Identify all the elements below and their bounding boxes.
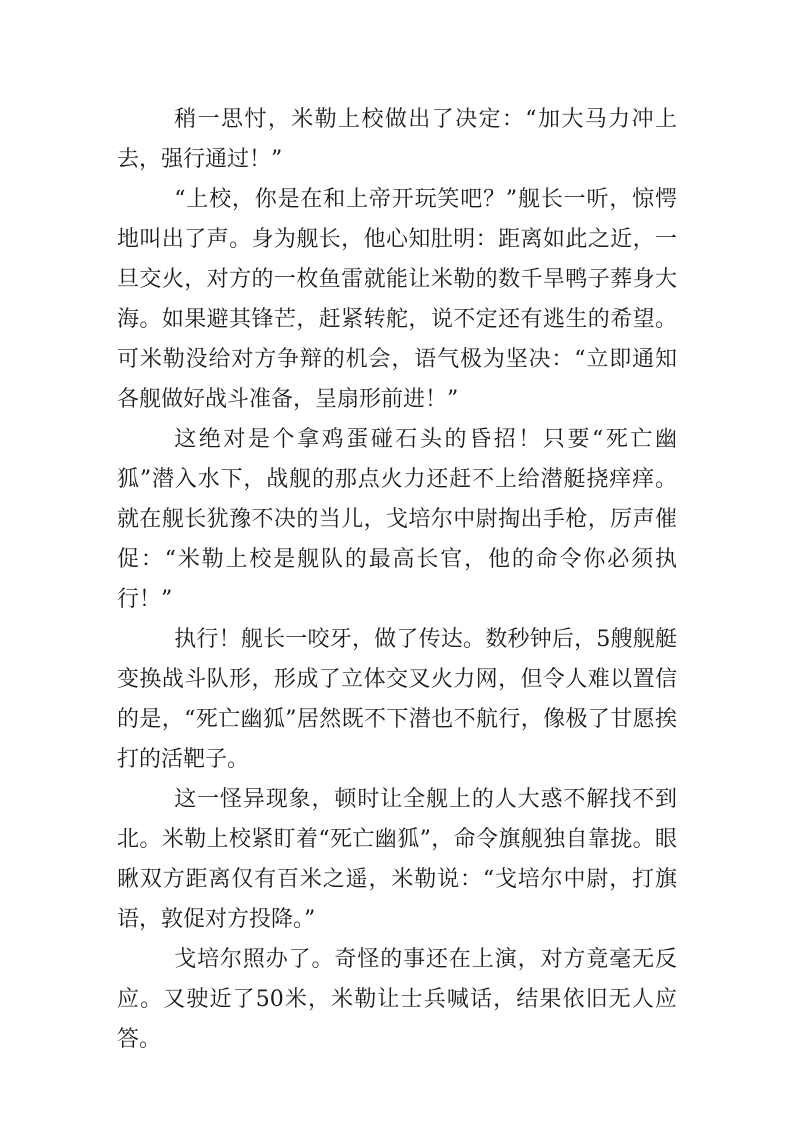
paragraph-1: 稍一思忖，米勒上校做出了决定：“加大马力冲上去，强行通过！” — [117, 107, 677, 172]
paragraph-4: 执行！舰长一咬牙，做了传达。数秒钟后，5艘舰艇变换战斗队形，形成了立体交叉火力网，但令人难以置信的是，“死亡幽狐”居然既不下潜也不航行，像极了甘愿挨打的活靶子。 — [117, 627, 677, 772]
paragraph-6: 戈培尔照办了。奇怪的事还在上演，对方竟毫无反应。又驶近了50米，米勒让士兵喊话，结果依旧无人应答。 — [117, 947, 677, 1052]
paragraph-3: 这绝对是个拿鸡蛋碰石头的昏招！只要“死亡幽狐”潜入水下，战舰的那点火力还赶不上给潜艇挠痒痒。就在舰长犹豫不决的当儿，戈培尔中尉掏出手枪，厉声催促：“米勒上校是舰队的最高长官，他的命令你必须执行！” — [117, 427, 677, 612]
paragraph-5: 这一怪异现象，顿时让全舰上的人大惑不解找不到北。米勒上校紧盯着“死亡幽狐”，命令旗舰独自靠拢。眼瞅双方距离仅有百米之遥，米勒说：“戈培尔中尉，打旗语，敦促对方投降。” — [117, 787, 677, 932]
paragraph-2: “上校，你是在和上帝开玩笑吧？”舰长一听，惊愕地叫出了声。身为舰长，他心知肚明：距离如此之近，一旦交火，对方的一枚鱼雷就能让米勒的数千旱鸭子葬身大海。如果避其锋芒，赶紧转舵，说不定还有逃生的希望。可米勒没给对方争辩的机会，语气极为坚决：“立即通知各舰做好战斗准备，呈扇形前进！” — [117, 187, 677, 412]
body-text — [117, 100, 677, 1060]
